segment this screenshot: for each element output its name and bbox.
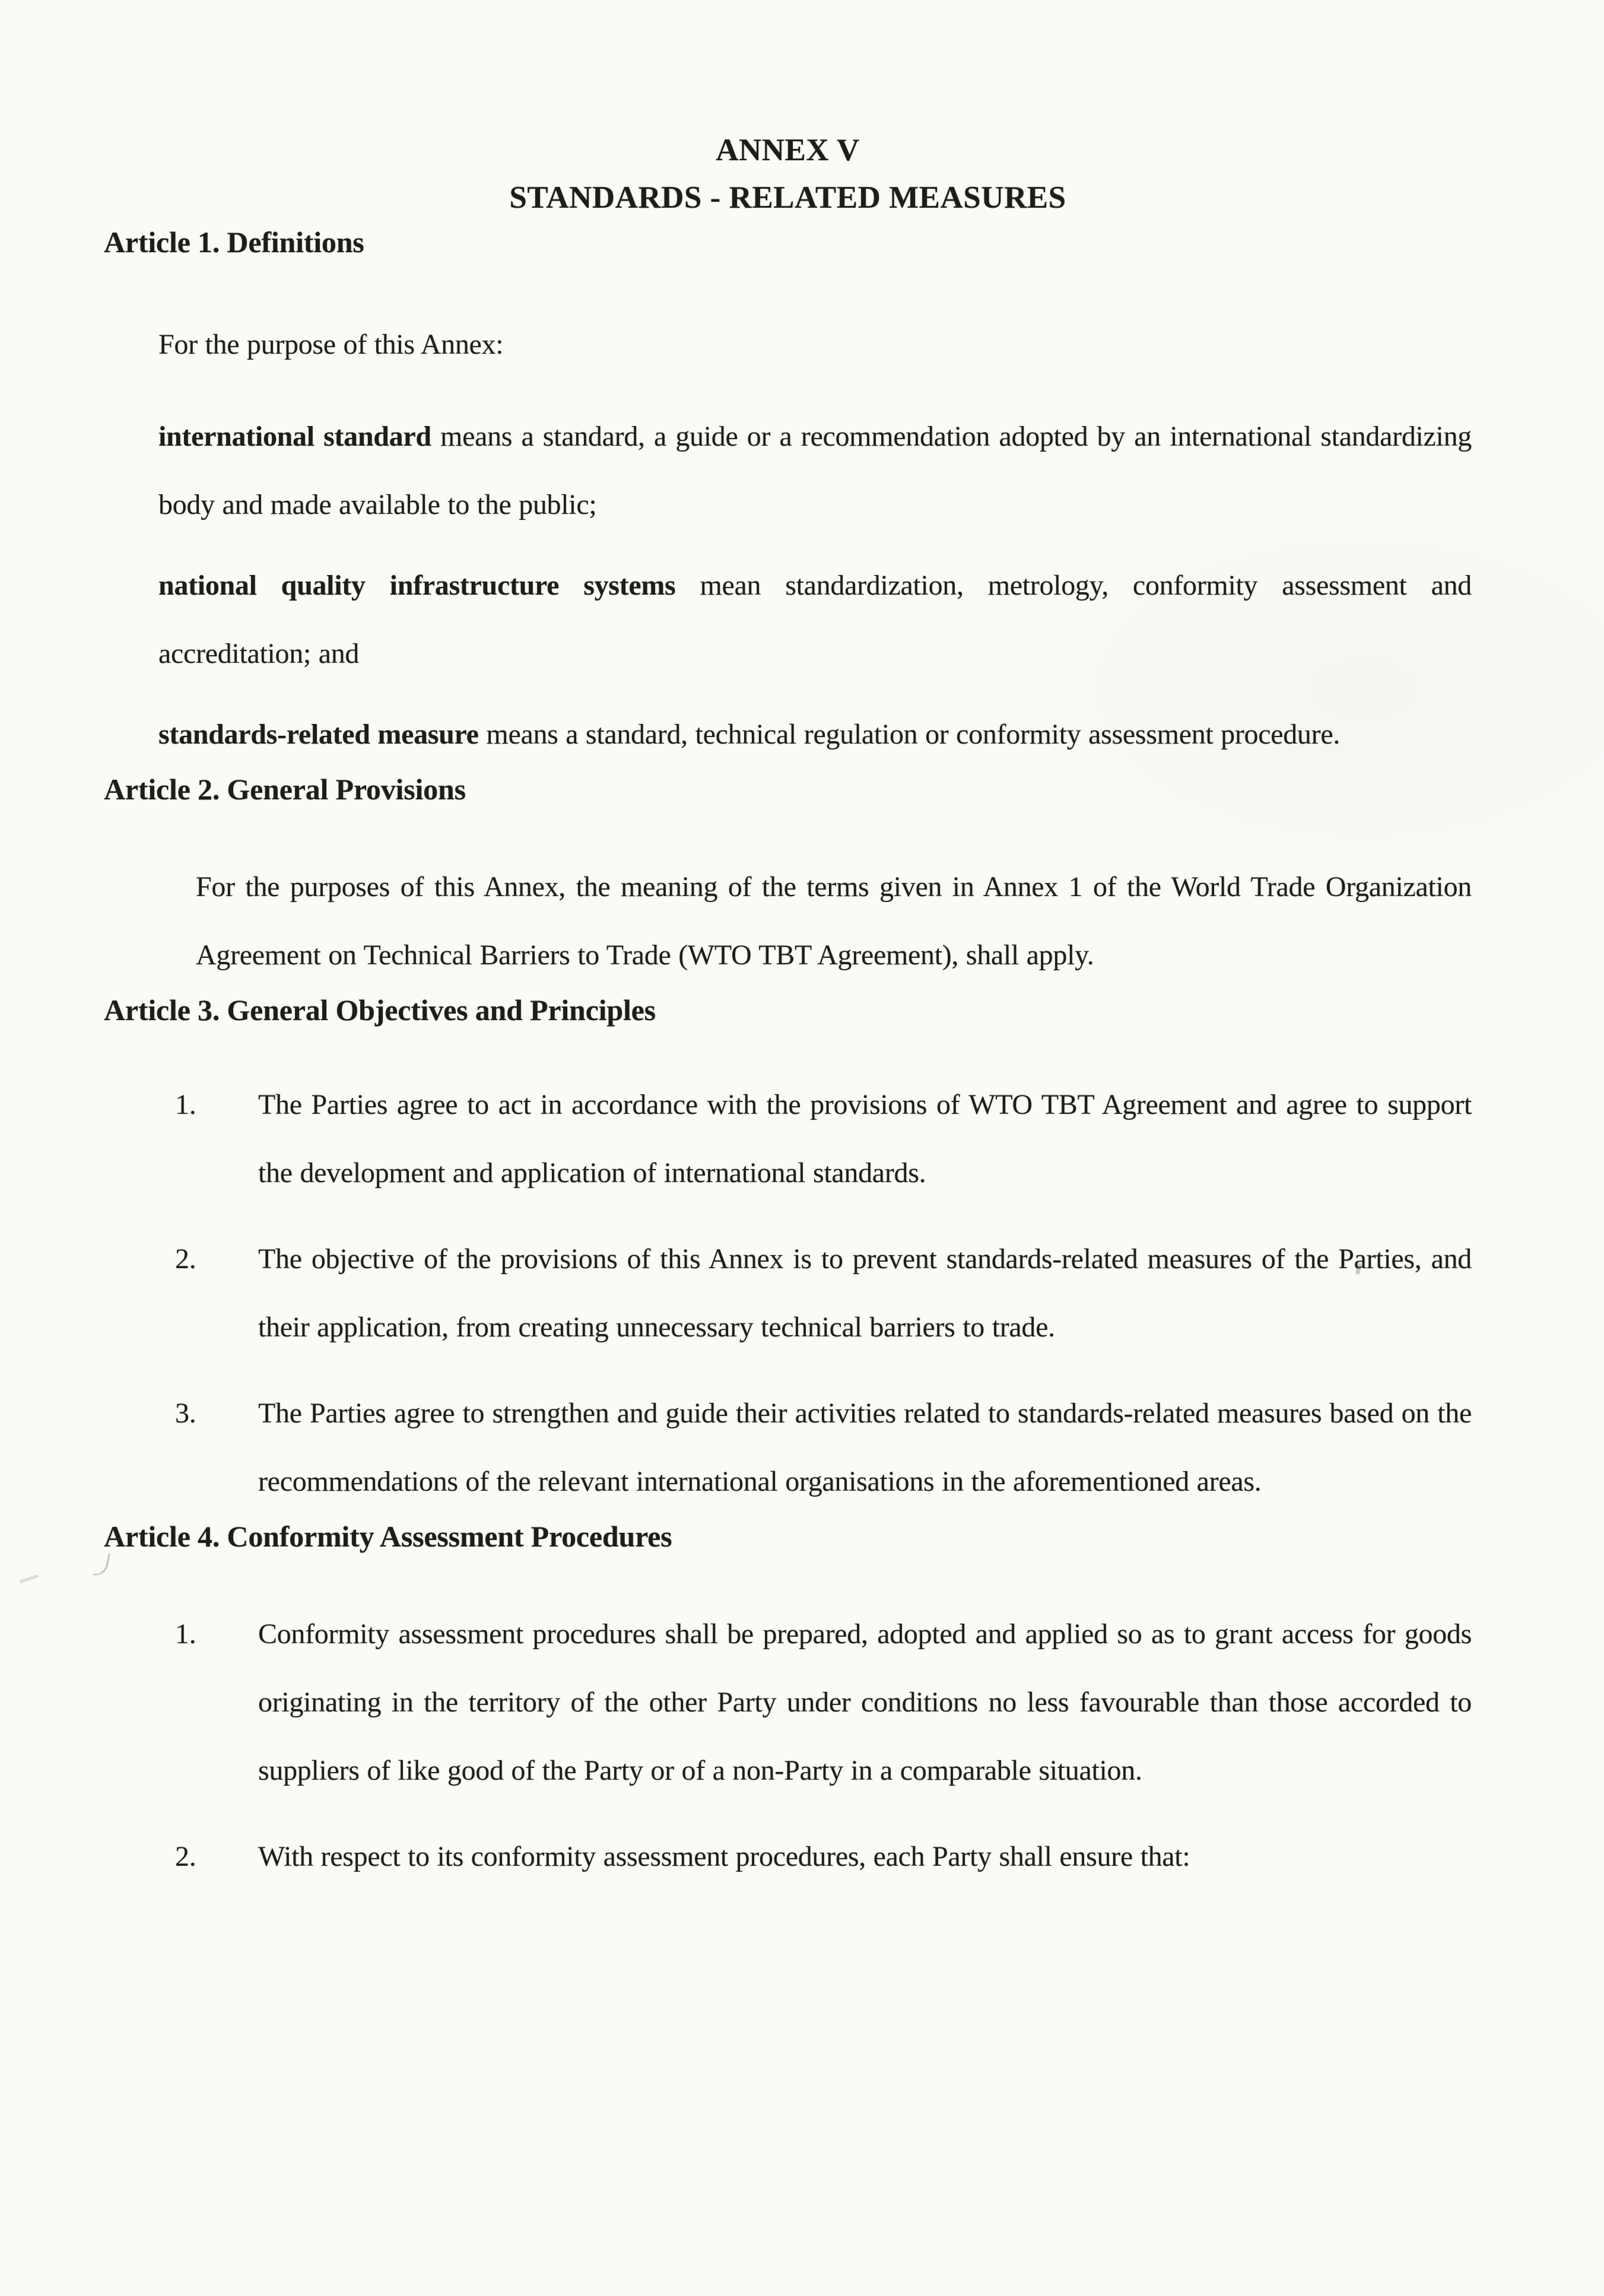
definition-international-standard (158, 402, 1472, 539)
item-number: 2. (175, 1243, 196, 1275)
article-4-item-1 (104, 1600, 1472, 1805)
definition-standards-related-measure (158, 700, 1472, 768)
article-3-item-2 (104, 1225, 1472, 1361)
item-text: Conformity assessment procedures shall be prepared, adopted and applied so as to grant access for goods originating in the territory of the other Party under conditions no less favourable than those accorded to suppliers of like good of the Party or of a non-Party in a comparable situation. (258, 1618, 1472, 1786)
article-4-item-2 (104, 1822, 1472, 1891)
definition-text: means a standard, a guide or a recommendation adopted by an international standardizing body and made available to the public; (158, 421, 1472, 520)
item-number: 1. (175, 1618, 196, 1650)
document-title (104, 126, 1472, 221)
article-3-item-1 (104, 1071, 1472, 1207)
definition-term: international standard (158, 421, 431, 452)
article-3-item-3 (104, 1379, 1472, 1516)
document-title-line-1: ANNEX V (716, 133, 860, 167)
definition-text: means a standard, technical regulation or conformity assessment procedure. (478, 719, 1341, 750)
item-number: 2. (175, 1841, 196, 1872)
item-text: The Parties agree to act in accordance with the provisions of WTO TBT Agreement and agree to support the development and application of international standards. (258, 1089, 1472, 1189)
article-4-heading: Article 4. Conformity Assessment Procedures (104, 1520, 672, 1553)
item-text: With respect to its conformity assessment procedures, each Party shall ensure that: (258, 1841, 1190, 1872)
article-3-heading: Article 3. General Objectives and Principles (104, 993, 656, 1027)
item-number: 3. (175, 1398, 196, 1429)
definition-term: national quality infrastructure systems (158, 570, 676, 601)
document-title-line-2: STANDARDS - RELATED MEASURES (509, 180, 1066, 215)
article-1-intro: For the purpose of this Annex: (158, 329, 504, 360)
item-number: 1. (175, 1089, 196, 1120)
definition-national-quality-infrastructure-systems (158, 551, 1472, 688)
definition-text: mean standardization, metrology, conformity assessment and accreditation; and (158, 570, 1472, 669)
item-text: The objective of the provisions of this Annex is to prevent standards-related measures of the Parties, and their application, from creating unnecessary technical barriers to trade. (258, 1243, 1472, 1343)
article-1-heading: Article 1. Definitions (104, 226, 364, 259)
definition-term: standards-related measure (158, 719, 479, 750)
item-text: The Parties agree to strengthen and guide their activities related to standards-related measures based on the recommendations of the relevant international organisations in the aforementioned areas. (258, 1398, 1472, 1497)
article-2-heading: Article 2. General Provisions (104, 773, 466, 806)
article-2-paragraph: For the purposes of this Annex, the meaning of the terms given in Annex 1 of the World Trade Organization Agreement on Technical Barriers to Trade (WTO TBT Agreement), shall apply. (196, 871, 1472, 971)
